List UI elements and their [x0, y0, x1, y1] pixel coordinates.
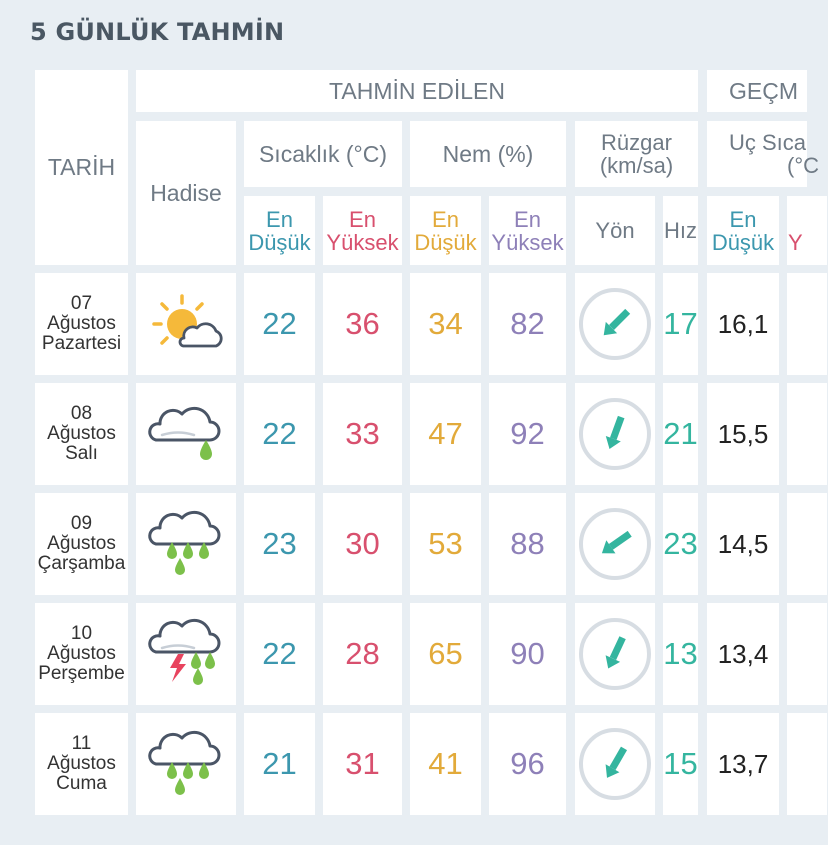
hum-min-value: 47 — [428, 416, 463, 451]
date-month: Ağustos — [47, 643, 116, 664]
hum-max-value: 88 — [510, 526, 545, 561]
date-cell — [35, 713, 128, 815]
header-forecast-group: TAHMİN EDİLEN — [136, 70, 698, 112]
past-extreme-value: 13,4 — [717, 638, 769, 669]
date-weekday: Cuma — [56, 773, 107, 794]
wind-direction-cell — [575, 713, 655, 815]
hum-max-value: 82 — [510, 306, 545, 341]
temp-min-value: 22 — [262, 636, 297, 671]
hum-max-value: 90 — [510, 636, 545, 671]
wind-direction-arrow-icon — [577, 726, 653, 802]
temp-max-cell — [323, 383, 402, 485]
temp-min-cell — [244, 273, 315, 375]
wind-direction-cell — [575, 493, 655, 595]
temp-min-value: 22 — [262, 306, 297, 341]
weather-event-cell — [136, 603, 236, 705]
hum-min-value: 65 — [428, 636, 463, 671]
date-weekday: Salı — [65, 443, 98, 464]
hum-min-cell — [410, 713, 481, 815]
date-weekday: Pazartesi — [41, 333, 122, 354]
header-temp-max: En Yüksek — [323, 196, 402, 265]
wind-direction-arrow-icon — [577, 396, 653, 472]
wind-speed-value: 17 — [663, 306, 698, 341]
header-hum-max: En Yüksek — [489, 196, 566, 265]
past-max-cell — [787, 383, 827, 485]
past-extreme-cell — [707, 273, 779, 375]
hum-min-value: 41 — [428, 746, 463, 781]
temp-min-value: 21 — [262, 746, 297, 781]
wind-speed-cell — [663, 273, 698, 375]
past-extreme-value: 16,1 — [717, 308, 769, 339]
wind-speed-value: 21 — [663, 416, 698, 451]
header-past-max: Y — [787, 196, 827, 265]
hum-max-cell — [489, 603, 566, 705]
header-extreme: Uç Sıca (°C — [707, 121, 807, 187]
wind-direction-cell — [575, 273, 655, 375]
temp-min-value: 22 — [262, 416, 297, 451]
hum-min-cell — [410, 383, 481, 485]
wind-speed-cell — [663, 493, 698, 595]
temp-max-cell — [323, 273, 402, 375]
partly-cloudy-icon — [148, 292, 224, 356]
date-cell — [35, 493, 128, 595]
date-day: 10 — [70, 623, 93, 644]
temp-max-value: 36 — [345, 306, 380, 341]
hum-min-cell — [410, 493, 481, 595]
temp-min-cell — [244, 713, 315, 815]
past-extreme-value: 15,5 — [717, 418, 769, 449]
temp-max-cell — [323, 713, 402, 815]
temp-min-cell — [244, 493, 315, 595]
temp-min-value: 23 — [262, 526, 297, 561]
hum-min-value: 53 — [428, 526, 463, 561]
temp-max-cell — [323, 493, 402, 595]
date-cell — [35, 273, 128, 375]
wind-speed-cell — [663, 383, 698, 485]
wind-speed-cell — [663, 713, 698, 815]
date-weekday: Çarşamba — [37, 553, 126, 574]
header-hum-min: En Düşük — [410, 196, 481, 265]
header-wind-direction: Yön — [575, 196, 655, 265]
header-temperature: Sıcaklık (°C) — [244, 121, 402, 187]
temp-max-value: 30 — [345, 526, 380, 561]
hum-max-cell — [489, 273, 566, 375]
hum-min-value: 34 — [428, 306, 463, 341]
header-humidity: Nem (%) — [410, 121, 566, 187]
weather-event-cell — [136, 273, 236, 375]
date-weekday: Perşembe — [38, 663, 125, 684]
past-extreme-cell — [707, 383, 779, 485]
header-event: Hadise — [136, 121, 236, 265]
hum-max-value: 92 — [510, 416, 545, 451]
wind-direction-arrow-icon — [577, 616, 653, 692]
date-month: Ağustos — [47, 423, 116, 444]
past-max-cell — [787, 603, 827, 705]
date-day: 08 — [70, 403, 93, 424]
hum-max-cell — [489, 493, 566, 595]
header-past-min: En Düşük — [707, 196, 779, 265]
hum-max-cell — [489, 383, 566, 485]
hum-min-cell — [410, 603, 481, 705]
date-month: Ağustos — [47, 533, 116, 554]
past-max-cell — [787, 273, 827, 375]
light-rain-icon — [148, 402, 224, 466]
wind-direction-cell — [575, 603, 655, 705]
temp-max-value: 31 — [345, 746, 380, 781]
hum-max-value: 96 — [510, 746, 545, 781]
temp-max-value: 33 — [345, 416, 380, 451]
past-extreme-cell — [707, 493, 779, 595]
date-cell — [35, 603, 128, 705]
date-month: Ağustos — [47, 313, 116, 334]
wind-speed-value: 15 — [663, 746, 698, 781]
rain-icon — [148, 732, 224, 796]
date-cell — [35, 383, 128, 485]
thunder-rain-icon — [148, 622, 224, 686]
wind-direction-arrow-icon — [577, 286, 653, 362]
header-past-group: GEÇM — [707, 70, 807, 112]
past-max-cell — [787, 713, 827, 815]
header-wind-speed: Hız — [663, 196, 698, 265]
past-extreme-value: 14,5 — [717, 528, 769, 559]
past-max-cell — [787, 493, 827, 595]
weather-event-cell — [136, 383, 236, 485]
past-extreme-cell — [707, 603, 779, 705]
header-wind: Rüzgar (km/sa) — [575, 121, 698, 187]
wind-speed-cell — [663, 603, 698, 705]
date-day: 07 — [70, 293, 93, 314]
date-day: 11 — [71, 733, 92, 754]
header-temp-min: En Düşük — [244, 196, 315, 265]
hum-max-cell — [489, 713, 566, 815]
page-title: 5 GÜNLÜK TAHMİN — [30, 18, 285, 46]
header-date: TARİH — [35, 70, 128, 265]
temp-max-cell — [323, 603, 402, 705]
hum-min-cell — [410, 273, 481, 375]
temp-min-cell — [244, 603, 315, 705]
wind-direction-arrow-icon — [577, 506, 653, 582]
past-extreme-value: 13,7 — [717, 748, 769, 779]
temp-min-cell — [244, 383, 315, 485]
past-extreme-cell — [707, 713, 779, 815]
weather-event-cell — [136, 493, 236, 595]
rain-icon — [148, 512, 224, 576]
weather-event-cell — [136, 713, 236, 815]
temp-max-value: 28 — [345, 636, 380, 671]
date-day: 09 — [70, 513, 93, 534]
wind-speed-value: 23 — [663, 526, 698, 561]
date-month: Ağustos — [47, 753, 116, 774]
wind-speed-value: 13 — [663, 636, 698, 671]
wind-direction-cell — [575, 383, 655, 485]
